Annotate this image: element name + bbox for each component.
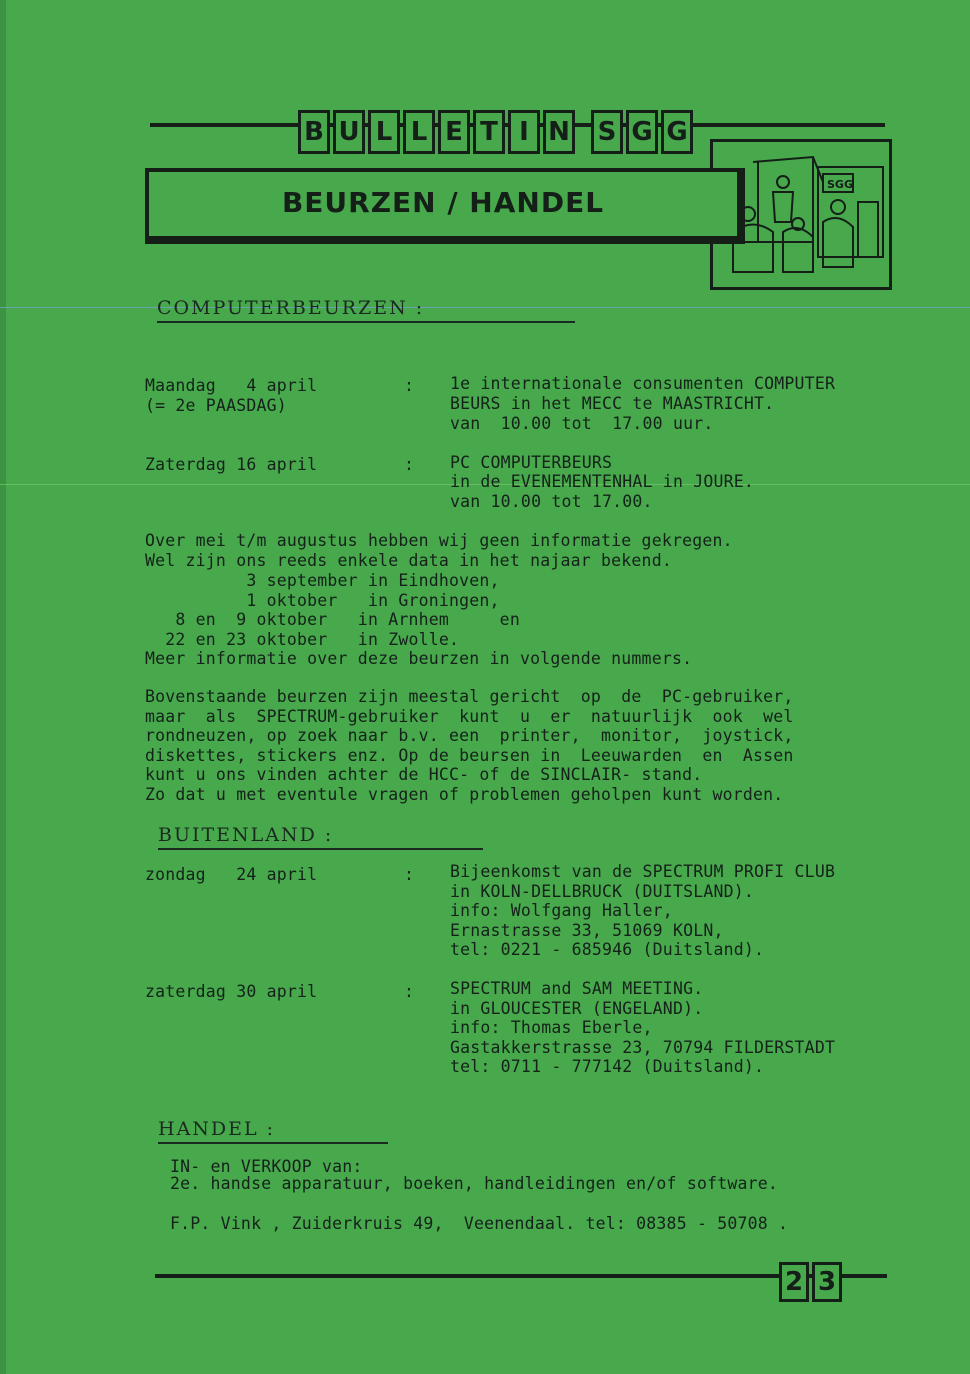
paragraph-line: Zo dat u met eventule vragen of problemen geholpen kunt worden. (145, 785, 784, 804)
event-desc: 1e internationale consumenten COMPUTER (450, 374, 836, 393)
logo-spacer (578, 110, 588, 148)
paragraph-line: Bovenstaande beurzen zijn meestal gericht op de PC-gebruiker, (145, 687, 794, 706)
event-desc: tel: 0221 - 685946 (Duitsland). (450, 940, 765, 959)
event-desc: van 10.00 tot 17.00 uur. (450, 414, 714, 433)
event-desc: Ernastrasse 33, 51069 KOLN, (450, 921, 724, 940)
bulletin-sgg-logo (298, 110, 693, 154)
logo-letter: U (333, 110, 365, 154)
paragraph-line: diskettes, stickers enz. Op de beursen in Leeuwarden en Assen (145, 746, 794, 765)
section-title-box (145, 168, 745, 244)
illustration-sign-text: SGG (827, 178, 853, 191)
logo-letter: S (591, 110, 623, 154)
computerbeurzen-heading: COMPUTERBEURZEN : (157, 297, 575, 323)
logo-letter: N (543, 110, 575, 154)
event-date: Maandag 4 april (145, 376, 318, 395)
event-colon: : (404, 865, 415, 884)
event-desc: SPECTRUM and SAM MEETING. (450, 979, 704, 998)
event-desc: van 10.00 tot 17.00. (450, 492, 653, 511)
logo-letter: T (473, 110, 505, 154)
event-desc: info: Wolfgang Haller, (450, 901, 673, 920)
paragraph-line: Meer informatie over deze beurzen in volgende nummers. (145, 649, 693, 668)
event-desc: tel: 0711 - 777142 (Duitsland). (450, 1057, 765, 1076)
logo-letter: I (508, 110, 540, 154)
logo-letter: B (298, 110, 330, 154)
handel-heading: HANDEL : (158, 1118, 388, 1144)
event-colon: : (404, 455, 415, 474)
paragraph-line: Over mei t/m augustus hebben wij geen informatie gekregen. (145, 531, 733, 550)
event-desc: in de EVENEMENTENHAL in JOURE. (450, 472, 755, 491)
event-date: Zaterdag 16 april (145, 455, 318, 474)
event-desc: Bijeenkomst van de SPECTRUM PROFI CLUB (450, 862, 836, 881)
event-date: zondag 24 april (145, 865, 318, 884)
paragraph-line: 3 september in Eindhoven, (145, 571, 500, 590)
footer-rule (155, 1274, 887, 1278)
event-date: zaterdag 30 april (145, 982, 318, 1001)
logo-letter: L (368, 110, 400, 154)
handel-line: IN- en VERKOOP van: (170, 1157, 363, 1176)
handel-line: 2e. handse apparatuur, boeken, handleidingen en/of software. (170, 1174, 779, 1193)
event-colon: : (404, 376, 415, 395)
page-digit: 2 (779, 1262, 809, 1302)
paragraph-line: 22 en 23 oktober in Zwolle. (145, 630, 460, 649)
event-desc: in GLOUCESTER (ENGELAND). (450, 999, 704, 1018)
event-desc: info: Thomas Eberle, (450, 1018, 653, 1037)
event-date-note: (= 2e PAASDAG) (145, 396, 287, 415)
section-title: BEURZEN / HANDEL (281, 186, 605, 219)
page-digit: 3 (812, 1262, 842, 1302)
event-desc: in KOLN-DELLBRUCK (DUITSLAND). (450, 882, 755, 901)
event-desc: Gastakkerstrasse 23, 70794 FILDERSTADT (450, 1038, 836, 1057)
logo-letter: G (661, 110, 693, 154)
paragraph-line: kunt u ons vinden achter de HCC- of de SINCLAIR- stand. (145, 765, 703, 784)
buitenland-heading: BUITENLAND : (158, 824, 483, 850)
event-desc: PC COMPUTERBEURS (450, 453, 613, 472)
logo-letter: G (626, 110, 658, 154)
paragraph-line: 1 oktober in Groningen, (145, 591, 500, 610)
logo-letter: E (438, 110, 470, 154)
paragraph-line: maar als SPECTRUM-gebruiker kunt u er natuurlijk ook wel (145, 707, 794, 726)
event-colon: : (404, 982, 415, 1001)
paragraph-line: rondneuzen, op zoek naar b.v. een printer, monitor, joystick, (145, 726, 794, 745)
page-edge (0, 0, 6, 1374)
handel-contact: F.P. Vink , Zuiderkruis 49, Veenendaal. tel: 08385 - 50708 . (170, 1214, 789, 1233)
paragraph-line: 8 en 9 oktober in Arnhem en (145, 610, 520, 629)
logo-letter: L (403, 110, 435, 154)
paragraph-line: Wel zijn ons reeds enkele data in het najaar bekend. (145, 551, 672, 570)
event-desc: BEURS in het MECC te MAASTRICHT. (450, 394, 775, 413)
page-number (779, 1262, 842, 1302)
